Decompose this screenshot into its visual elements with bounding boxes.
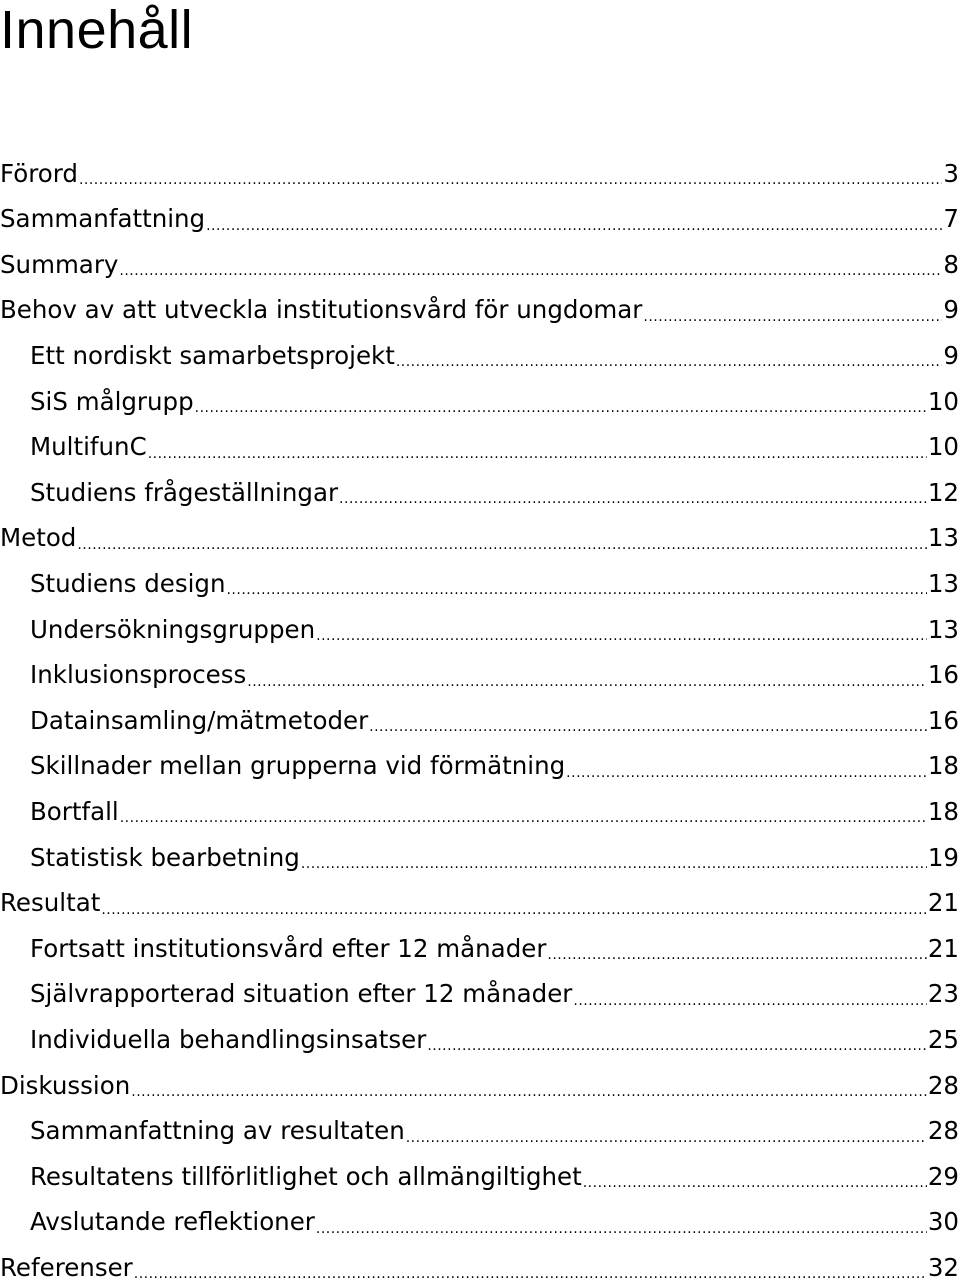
toc-entry-page: 25 <box>927 1024 959 1054</box>
toc-entry-page: 7 <box>943 204 959 234</box>
toc-entry-page: 12 <box>927 477 959 507</box>
toc-entry-page: 16 <box>927 660 959 690</box>
toc-entry-page: 21 <box>927 933 959 963</box>
toc-leader-dots <box>195 381 927 421</box>
page-title: Innehåll <box>0 0 194 60</box>
toc-entry[interactable] <box>0 1247 959 1287</box>
toc-leader-dots <box>573 974 926 1014</box>
toc-entry-label: Sammanfattning <box>0 204 206 234</box>
toc-entry-label: Bortfall <box>30 796 119 826</box>
toc-entry[interactable] <box>30 746 959 786</box>
toc-entry-page: 16 <box>927 705 959 735</box>
toc-entry-label: Individuella behandlingsinsatser <box>30 1024 427 1054</box>
toc-entry-page: 3 <box>943 158 959 188</box>
toc-entry-label: Diskussion <box>0 1070 131 1100</box>
toc-leader-dots <box>301 837 927 877</box>
toc-entry[interactable] <box>30 1019 959 1059</box>
toc-entry-label: Studiens frågeställningar <box>30 477 339 507</box>
toc-entry[interactable] <box>0 1065 959 1105</box>
toc-entry-label: MultifunC <box>30 432 147 462</box>
toc-entry-label: Fortsatt institutionsvård efter 12 månader <box>30 933 547 963</box>
toc-leader-dots <box>134 1247 927 1287</box>
toc-leader-dots <box>120 791 927 831</box>
toc-entry-page: 28 <box>927 1070 959 1100</box>
toc-entry-label: Ett nordiskt samarbetsprojekt <box>30 340 395 370</box>
toc-entry[interactable] <box>0 518 959 558</box>
toc-leader-dots <box>148 427 927 467</box>
toc-leader-dots <box>77 518 926 558</box>
toc-entry[interactable] <box>30 381 959 421</box>
toc-entry-label: Undersökningsgruppen <box>30 614 316 644</box>
toc-entry[interactable] <box>0 883 959 923</box>
toc-entry-page: 18 <box>927 751 959 781</box>
toc-entry-page: 21 <box>927 888 959 918</box>
toc-entry[interactable] <box>0 290 959 330</box>
toc-leader-dots <box>316 609 927 649</box>
toc-entry[interactable] <box>30 563 959 603</box>
toc-leader-dots <box>547 928 926 968</box>
toc-leader-dots <box>206 199 942 239</box>
toc-entry-page: 9 <box>943 295 959 325</box>
toc-entry[interactable] <box>30 974 959 1014</box>
toc-entry-label: Studiens design <box>30 568 226 598</box>
toc-entry-label: Metod <box>0 523 77 553</box>
toc-entry[interactable] <box>0 244 959 284</box>
toc-entry-label: Skillnader mellan grupperna vid förmätning <box>30 751 566 781</box>
toc-leader-dots <box>79 153 942 193</box>
toc-entry-label: Behov av att utveckla institutionsvård för ungdomar <box>0 295 643 325</box>
toc-leader-dots <box>316 1202 927 1242</box>
toc-leader-dots <box>101 883 926 923</box>
toc-entry-label: Summary <box>0 249 119 279</box>
toc-entry[interactable] <box>30 1111 959 1151</box>
toc-entry-page: 13 <box>927 614 959 644</box>
toc-entry-page: 9 <box>943 340 959 370</box>
toc-entry[interactable] <box>30 791 959 831</box>
toc-entry-page: 23 <box>927 979 959 1009</box>
toc-entry-page: 8 <box>943 249 959 279</box>
toc-entry[interactable] <box>30 928 959 968</box>
toc-entry[interactable] <box>30 700 959 740</box>
toc-entry-page: 19 <box>927 842 959 872</box>
toc-entry-label: Avslutande reflektioner <box>30 1207 315 1237</box>
toc-entry-label: Inklusionsprocess <box>30 660 247 690</box>
toc-entry[interactable] <box>30 472 959 512</box>
toc-entry-label: Förord <box>0 158 78 188</box>
toc-entry-page: 28 <box>927 1116 959 1146</box>
toc-leader-dots <box>643 290 942 330</box>
toc-entry-label: Självrapporterad situation efter 12 månader <box>30 979 573 1009</box>
toc-entry-page: 10 <box>927 386 959 416</box>
toc-entry-page: 30 <box>927 1207 959 1237</box>
toc-entry-page: 10 <box>927 432 959 462</box>
toc-entry[interactable] <box>30 837 959 877</box>
toc-entry-page: 18 <box>927 796 959 826</box>
toc-entry-label: Resultat <box>0 888 101 918</box>
toc-entry[interactable] <box>30 427 959 467</box>
toc-leader-dots <box>396 335 943 375</box>
toc-leader-dots <box>583 1156 927 1196</box>
toc-leader-dots <box>369 700 927 740</box>
toc-entry-label: Datainsamling/mätmetoder <box>30 705 369 735</box>
toc-entry-page: 13 <box>927 568 959 598</box>
toc-entry[interactable] <box>30 1156 959 1196</box>
toc-entry-label: Resultatens tillförlitlighet och allmängiltighet <box>30 1161 582 1191</box>
toc-entry[interactable] <box>30 609 959 649</box>
toc-entry[interactable] <box>0 153 959 193</box>
toc-entry-page: 32 <box>927 1252 959 1282</box>
toc-entry[interactable] <box>0 199 959 239</box>
toc-entry-label: Statistisk bearbetning <box>30 842 300 872</box>
toc-leader-dots <box>119 244 942 284</box>
toc-leader-dots <box>247 655 927 695</box>
toc-entry[interactable] <box>30 1202 959 1242</box>
toc-leader-dots <box>427 1019 926 1059</box>
toc-entry[interactable] <box>30 335 959 375</box>
toc-leader-dots <box>339 472 927 512</box>
toc-leader-dots <box>406 1111 927 1151</box>
toc-entry-label: Sammanfattning av resultaten <box>30 1116 405 1146</box>
toc-entry[interactable] <box>30 655 959 695</box>
toc-leader-dots <box>131 1065 927 1105</box>
toc-entry-label: Referenser <box>0 1252 133 1282</box>
toc-entry-label: SiS målgrupp <box>30 386 194 416</box>
toc-entry-page: 13 <box>927 523 959 553</box>
toc-leader-dots <box>226 563 926 603</box>
toc-entry-page: 29 <box>927 1161 959 1191</box>
toc-leader-dots <box>566 746 927 786</box>
